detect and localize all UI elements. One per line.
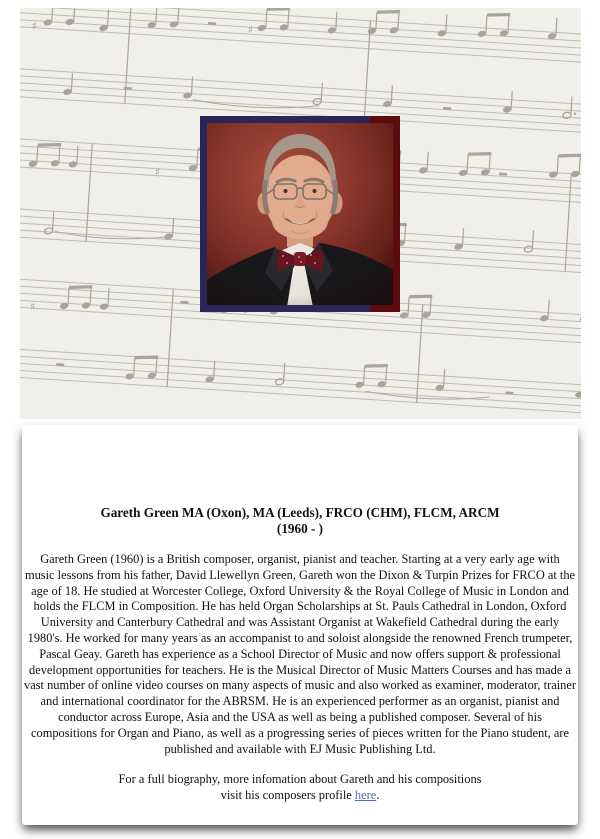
footer-line1: For a full biography, more infomation about Gareth and his compositions: [118, 772, 482, 787]
composer-name-title: Gareth Green MA (Oxon), MA (Leeds), FRCO (CHM), FLCM, ARCM: [100, 505, 500, 520]
composer-profile-link[interactable]: here: [354, 788, 377, 803]
portrait-navy-border: [200, 116, 370, 312]
footer-note: [22, 772, 578, 804]
svg-text:♯: ♯: [247, 23, 254, 37]
portrait-frame: [200, 116, 400, 312]
biography-paragraph: Gareth Green (1960) is a British composer, organist, pianist and teacher. Starting at a very early age with music lessons from his father, David Llewellyn Green, Gareth won the Dixon & Turpin Prizes for FRCO at the age of 18. He studied at Worcester College, Oxford University & the Royal College of Music in London and holds the FLCM in Composition. He has held Organ Scholarships at St. Pauls Cathedral in London, Oxford University and Canterbury Cathedral and was Assistant Organist at Wakefield Cathedral during the early 1980's. He worked for many years as an accompanist to and soloist alongside the renowned French trumpeter, Pascal Geay. Gareth has experience as a School Director of Music and now offers support & professional development opportunities for teachers. He is the Musical Director of Music Matters Courses and has made a vast number of online video courses on many aspects of music and also worked as examiner, moderator, trainer and international coordinator for the ABRSM. He is an experienced performer as an organist, pianist and conductor across Europe, Asia and the USA as well as being a published composer. Several of his compositions for Organ and Piano, as well as a progressing series of pieces written for the Piano student, are published and available with EJ Music Publishing Ltd.: [24, 552, 576, 756]
svg-text:♯: ♯: [29, 299, 36, 314]
composer-years: (1960 - ): [276, 521, 324, 536]
footer-line2-prefix: visit his composers profile: [220, 788, 355, 803]
footer-period: .: [376, 788, 380, 803]
svg-text:♯: ♯: [31, 19, 38, 33]
svg-text:♯: ♯: [154, 165, 161, 179]
bio-card: [22, 425, 578, 825]
